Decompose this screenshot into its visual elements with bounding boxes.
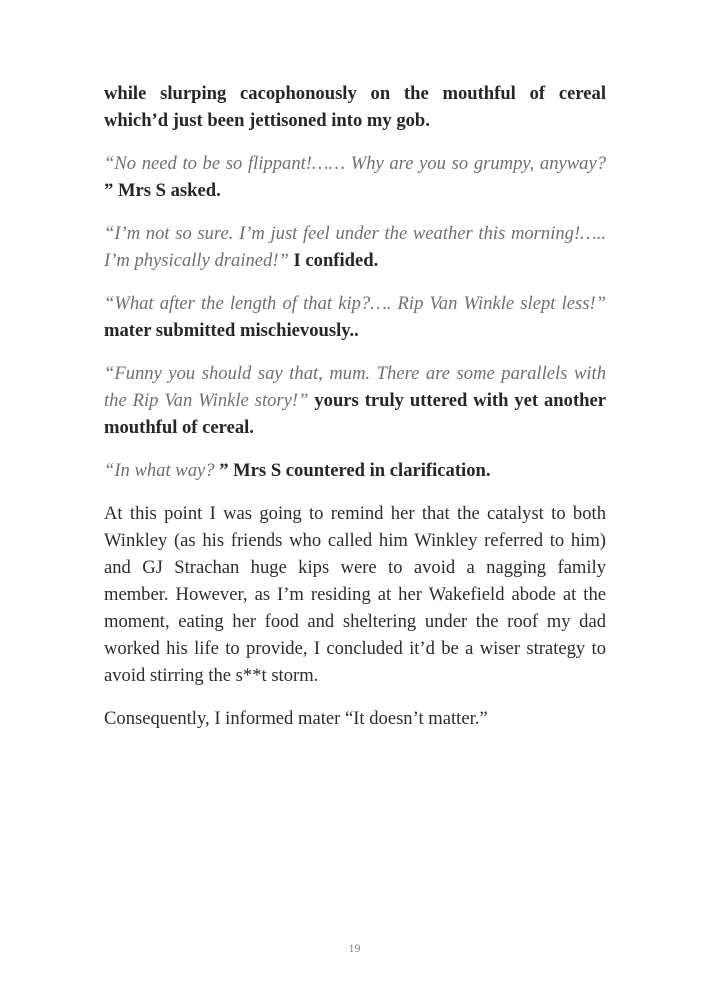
- dialogue-speech: “Funny you should say that, mum. There are some parallels with the Rip Van Winkle story!”: [104, 363, 606, 411]
- dialogue-paragraph: [104, 457, 606, 484]
- dialogue-speech: “What after the length of that kip?…. Rip Van Winkle slept less!”: [104, 293, 606, 314]
- page-number: 19: [348, 941, 361, 955]
- narration-text: while slurping cacophonously on the mouthful of cereal which’d just been jettisoned into my gob.: [104, 83, 606, 131]
- body-paragraph: At this point I was going to remind her that the catalyst to both Winkley (as his friends who called him Winkley referred to him) and GJ Strachan huge kips were to avoid a nagging family member. However, as I’m residing at her Wakefield abode at the moment, eating her food and sheltering under the roof my dad worked his life to provide, I concluded it’d be a wiser strategy to avoid stirring the s**t storm.: [104, 503, 606, 686]
- dialogue-paragraph: [104, 220, 606, 274]
- dialogue-paragraph: [104, 150, 606, 204]
- dialogue-tag: ” Mrs S countered in clarification.: [219, 460, 491, 481]
- dialogue-speech: “I’m not so sure. I’m just feel under the weather this morning!….. I’m physically drained!”: [104, 223, 606, 271]
- body-paragraph: Consequently, I informed mater “It doesn’t matter.”: [104, 708, 488, 729]
- page-body: [104, 80, 606, 748]
- dialogue-paragraph: [104, 360, 606, 441]
- narration-paragraph: [104, 80, 606, 134]
- dialogue-tag: ” Mrs S asked.: [104, 180, 221, 201]
- dialogue-speech: “No need to be so flippant!…… Why are you so grumpy, anyway?: [104, 153, 606, 174]
- dialogue-paragraph: [104, 290, 606, 344]
- dialogue-speech: “In what way?: [104, 460, 220, 481]
- dialogue-tag: yours truly uttered with yet another mouthful of cereal.: [104, 390, 606, 438]
- dialogue-tag: mater submitted mischievously..: [104, 320, 359, 341]
- dialogue-tag: I confided.: [288, 250, 379, 271]
